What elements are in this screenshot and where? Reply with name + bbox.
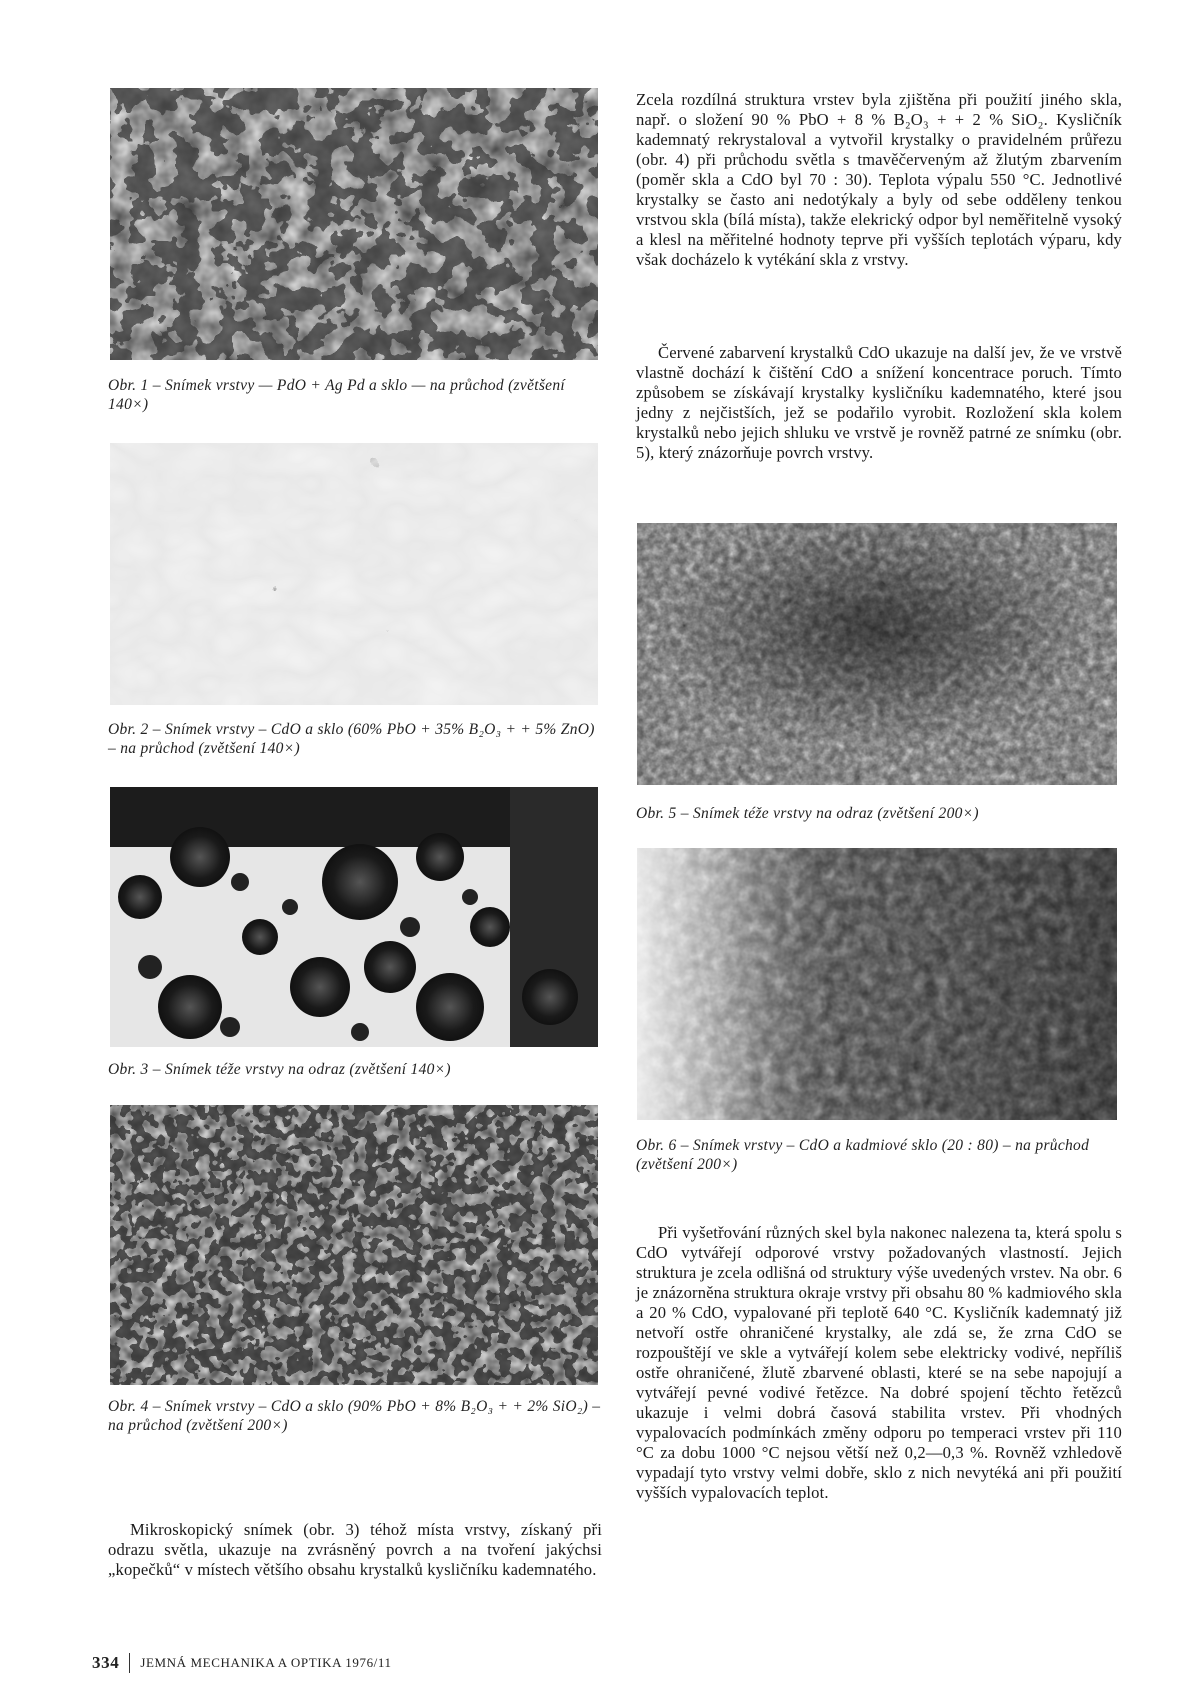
- figure-2-caption: Obr. 2 – Snímek vrstvy – CdO a sklo (60% PbO + 35% B₂O₃ + + 5% ZnO) – na průchod (zvětšení 140×): [108, 721, 595, 757]
- figure-3-micrograph: [110, 787, 598, 1047]
- page-footer: [92, 1653, 392, 1673]
- figure-4-pattern: [110, 1105, 598, 1385]
- figure-5-caption: Obr. 5 – Snímek téže vrstvy na odraz (zvětšení 200×): [636, 805, 979, 822]
- figure-4-caption: Obr. 4 – Snímek vrstvy – CdO a sklo (90% PbO + 8% B₂O₃ + + 2% SiO₂) – na průchod (zvětšení 200×): [108, 1398, 601, 1434]
- paragraph-red-coloring: Červené zabarvení krystalků CdO ukazuje na další jev, že ve vrstvě vlastně dochází k čištění CdO a snížení koncentrace poruch. Tímto způsobem se získávají krystalky kysličníku kademnatého, které jsou jedny z nejčistších, jež se podařilo vyrobit. Rozložení skla kolem krystalků nebo jejich shluku ve vrstvě je rovněž patrné ze snímku (obr. 5), který znázorňuje povrch vrstvy.: [636, 343, 1122, 462]
- figure-2-pattern: [110, 443, 598, 705]
- page-number: 334: [92, 1653, 120, 1672]
- figure-1-micrograph: [110, 88, 598, 360]
- figure-4-micrograph: [110, 1105, 598, 1385]
- figure-5-pattern: [637, 523, 1117, 785]
- figure-3-caption: Obr. 3 – Snímek téže vrstvy na odraz (zvětšení 140×): [108, 1061, 451, 1078]
- figure-3-pattern: [110, 787, 598, 1047]
- figure-6-micrograph: [637, 848, 1117, 1120]
- journal-name: JEMNÁ MECHANIKA A OPTIKA 1976/11: [140, 1655, 392, 1670]
- figure-6-caption: Obr. 6 – Snímek vrstvy – CdO a kadmiové sklo (20 : 80) – na průchod (zvětšení 200×): [636, 1137, 1090, 1173]
- paragraph-structure-pbo: Zcela rozdílná struktura vrstev byla zjištěna při použití jiného skla, např. o složení 90 % PbO + 8 % B₂O₃ + + 2 % SiO₂. Kysličník kademnatý rekrystaloval a vytvořil krystalky o pravidelném průřezu (obr. 4) při průchodu světla s tmavěčerveným až žlutým zbarvením (poměr skla a CdO byl 70 : 30). Teplota výpalu 550 °C. Jednotlivé krystalky se často ani nedotýkaly a byly od sebe odděleny tenkou vrstvou skla (bílá místa), takže elekrický odpor byl neměřitelně vysoký a klesl na měřitelné hodnoty teprve při vyšších teplotách výparu, kdy však docházelo k vytékání skla z vrstvy.: [636, 90, 1122, 269]
- figure-1-pattern: [110, 88, 598, 360]
- figure-2-micrograph: [110, 443, 598, 705]
- paragraph-cadmium-glass: Při vyšetřování různých skel byla nakonec nalezena ta, která spolu s CdO vytvářejí odporové vrstvy požadovaných vlastností. Jejich struktura je zcela odlišná od struktury výše uvedených vrstev. Na obr. 6 je znázorněna struktura okraje vrstvy při obsahu 80 % kadmiového skla a 20 % CdO, vypalované při teplotě 640 °C. Kysličník kademnatý již netvoří ostře ohraničené krystalky, ale zdá se, že zrna CdO se rozpouštějí ve skle a vytvářejí kolem sebe elektricky vodivé, nepříliš ostře ohraničené, žlutě zbarvené oblasti, které se na sebe napojují a vytvářejí pevné vodivé řetězce. Na dobré spojení těchto řetězců ukazuje i velmi dobrá časová stabilita vrstev. Při vhodných vypalovacích podmínkách změny odporu po temperaci vrstev při 110 °C za dobu 1000 °C nejsou větší než 0,2—0,3 %. Rovněž vzhledově vypadají tyto vrstvy velmi dobře, sklo z nich nevytéká ani při použití vyšších vypalovacích teplot.: [636, 1223, 1122, 1502]
- figure-1-caption: Obr. 1 – Snímek vrstvy — PdO + Ag Pd a sklo — na průchod (zvětšení 140×): [108, 377, 566, 413]
- figure-5-micrograph: [637, 523, 1117, 785]
- figure-6-pattern: [637, 848, 1117, 1120]
- paragraph-reflection-image: Mikroskopický snímek (obr. 3) téhož místa vrstvy, získaný při odrazu světla, ukazuje na zvrásněný povrch a na tvoření jakýchsi „kopečků“ v místech většího obsahu krystalků kysličníku kademnatého.: [108, 1520, 602, 1579]
- footer-divider: [129, 1653, 130, 1673]
